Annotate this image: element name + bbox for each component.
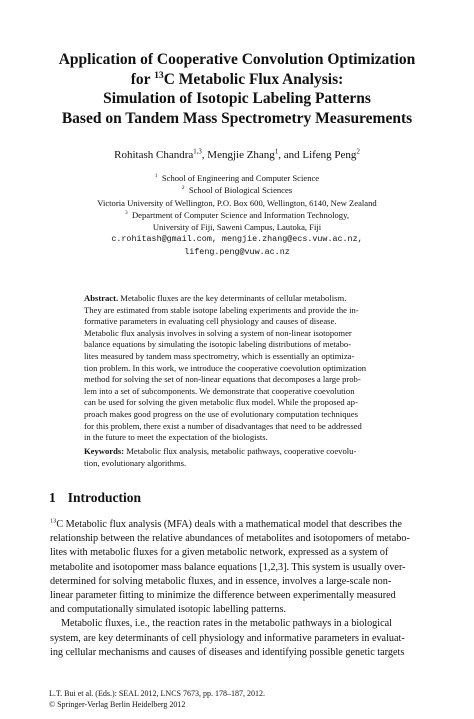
body-line: lites with metabolic fluxes for a given metabolic network, expressed as a system of: [50, 547, 389, 559]
section-heading: [49, 490, 141, 506]
body-line: metabolite and isotopomer mass balance equations [1,2,3]. This system is usually over-: [50, 561, 406, 573]
abstract-line: proach makes good progress on the use of evolutionary computation techniques: [84, 408, 358, 419]
body-line: linear parameter fitting to minimize the difference between experimentally measured: [50, 590, 396, 602]
abstract-line: lem into a set of subcomponents. We demonstrate that cooperative coevolution: [84, 385, 355, 396]
abstract-line: balance equations by simulating the isotopic labeling distributions of metabo-: [84, 339, 352, 350]
email-list: lifeng.peng@vuw.ac.nz: [184, 246, 290, 257]
author-name: Lifeng Peng: [302, 149, 357, 161]
body-line: relationship between the relative abundances of metabolites and isotopomers of metabo-: [50, 533, 410, 545]
body-line: and computationally simulated isotopic labelling patterns.: [50, 604, 286, 616]
abstract-line: lites measured by tandem mass spectrometry, which is essentially an optimiza-: [84, 350, 355, 361]
affiliation-line: University of Fiji, Saweni Campus, Lautoka, Fiji: [152, 222, 322, 233]
abstract-line: Metabolic flux analysis involves in solving a system of non-linear isotopomer: [84, 327, 352, 338]
keywords-line: Keywords: Metabolic flux analysis, metabolic pathways, cooperative coevolu-: [84, 446, 357, 456]
body-line: system, are key determinants of cell physiology and informative parameters in evaluat-: [50, 632, 405, 644]
body-line: determined for solving metabolic fluxes, and in essence, involves a large-scale non-: [50, 575, 392, 587]
title-line: Based on Tandem Mass Spectrometry Measurements: [61, 109, 413, 127]
body-line: Metabolic fluxes, i.e., the reaction rates in the metabolic pathways in a biological: [61, 618, 392, 630]
citation-line: L.T. Bui et al. (Eds.): SEAL 2012, LNCS 7673, pp. 178–187, 2012.: [49, 689, 265, 698]
affiliation-line: $^3$ Department of Computer Science and Information Technology,: [124, 209, 349, 220]
affiliation-line: Victoria University of Wellington, P.O. Box 600, Wellington, 6140, New Zealand: [97, 197, 377, 208]
affiliation-line: $^2$ School of Biological Sciences: [181, 185, 293, 196]
title-line: Application of Cooperative Convolution Optimization: [58, 51, 416, 68]
abstract-label: Abstract.: [84, 293, 119, 303]
section-number: 1: [49, 490, 56, 505]
author-name: Rohitash Chandra: [114, 149, 194, 161]
abstract-line: in the future to meet the expectation of the biologists.: [84, 432, 268, 443]
email-list: c.rohitash@gmail.com, mengjie.zhang@ecs.vuw.ac.nz,: [111, 234, 363, 245]
abstract-line: Abstract. Metabolic fluxes are the key determinants of cellular metabolism.: [84, 293, 347, 303]
abstract: [84, 293, 392, 444]
copyright-line: © Springer-Verlag Berlin Heidelberg 2012: [49, 700, 186, 709]
abstract-line: tion problem. In this work, we introduce the cooperative coevolution optimization: [84, 362, 367, 373]
body-text: [50, 518, 428, 660]
body-line: ing cellular mechanisms and causes of diseases and identifying possible genetic targets: [50, 646, 405, 658]
keywords: [84, 446, 392, 469]
affiliations: [0, 172, 474, 258]
body-line: $^{13}$C Metabolic flux analysis (MFA) deals with a mathematical model that describes the: [50, 517, 402, 530]
abstract-line: formative parameters in evaluating cell physiology and causes of disease.: [84, 316, 337, 327]
paper-title: [30, 50, 444, 128]
abstract-line: for this problem, there exist a number of disadvantages that need to be addressed: [84, 420, 362, 431]
abstract-line: method for solving the set of non-linear equations that decomposes a large prob-: [84, 374, 361, 385]
page-footer: [49, 688, 265, 710]
title-line: Simulation of Isotopic Labeling Patterns: [103, 90, 371, 107]
section-title: Introduction: [67, 490, 142, 505]
author-name: Mengjie Zhang: [207, 149, 275, 161]
keywords-label: Keywords:: [84, 446, 125, 456]
keywords-line: tion, evolutionary algorithms.: [84, 457, 187, 468]
abstract-line: They are estimated from stable isotope labeling experiments and provide the in-: [84, 304, 359, 315]
affiliation-line: $^1$ School of Engineering and Computer Science: [154, 173, 320, 183]
title-line: for $^{13}$C Metabolic Flux Analysis:: [130, 69, 344, 88]
abstract-line: can be used for solving the given metabolic flux model. While the proposed ap-: [84, 397, 358, 408]
author-list: Rohitash Chandra$^{1,3}$, Mengjie Zhang$^1$, and Lifeng Peng$^2$: [114, 148, 360, 161]
